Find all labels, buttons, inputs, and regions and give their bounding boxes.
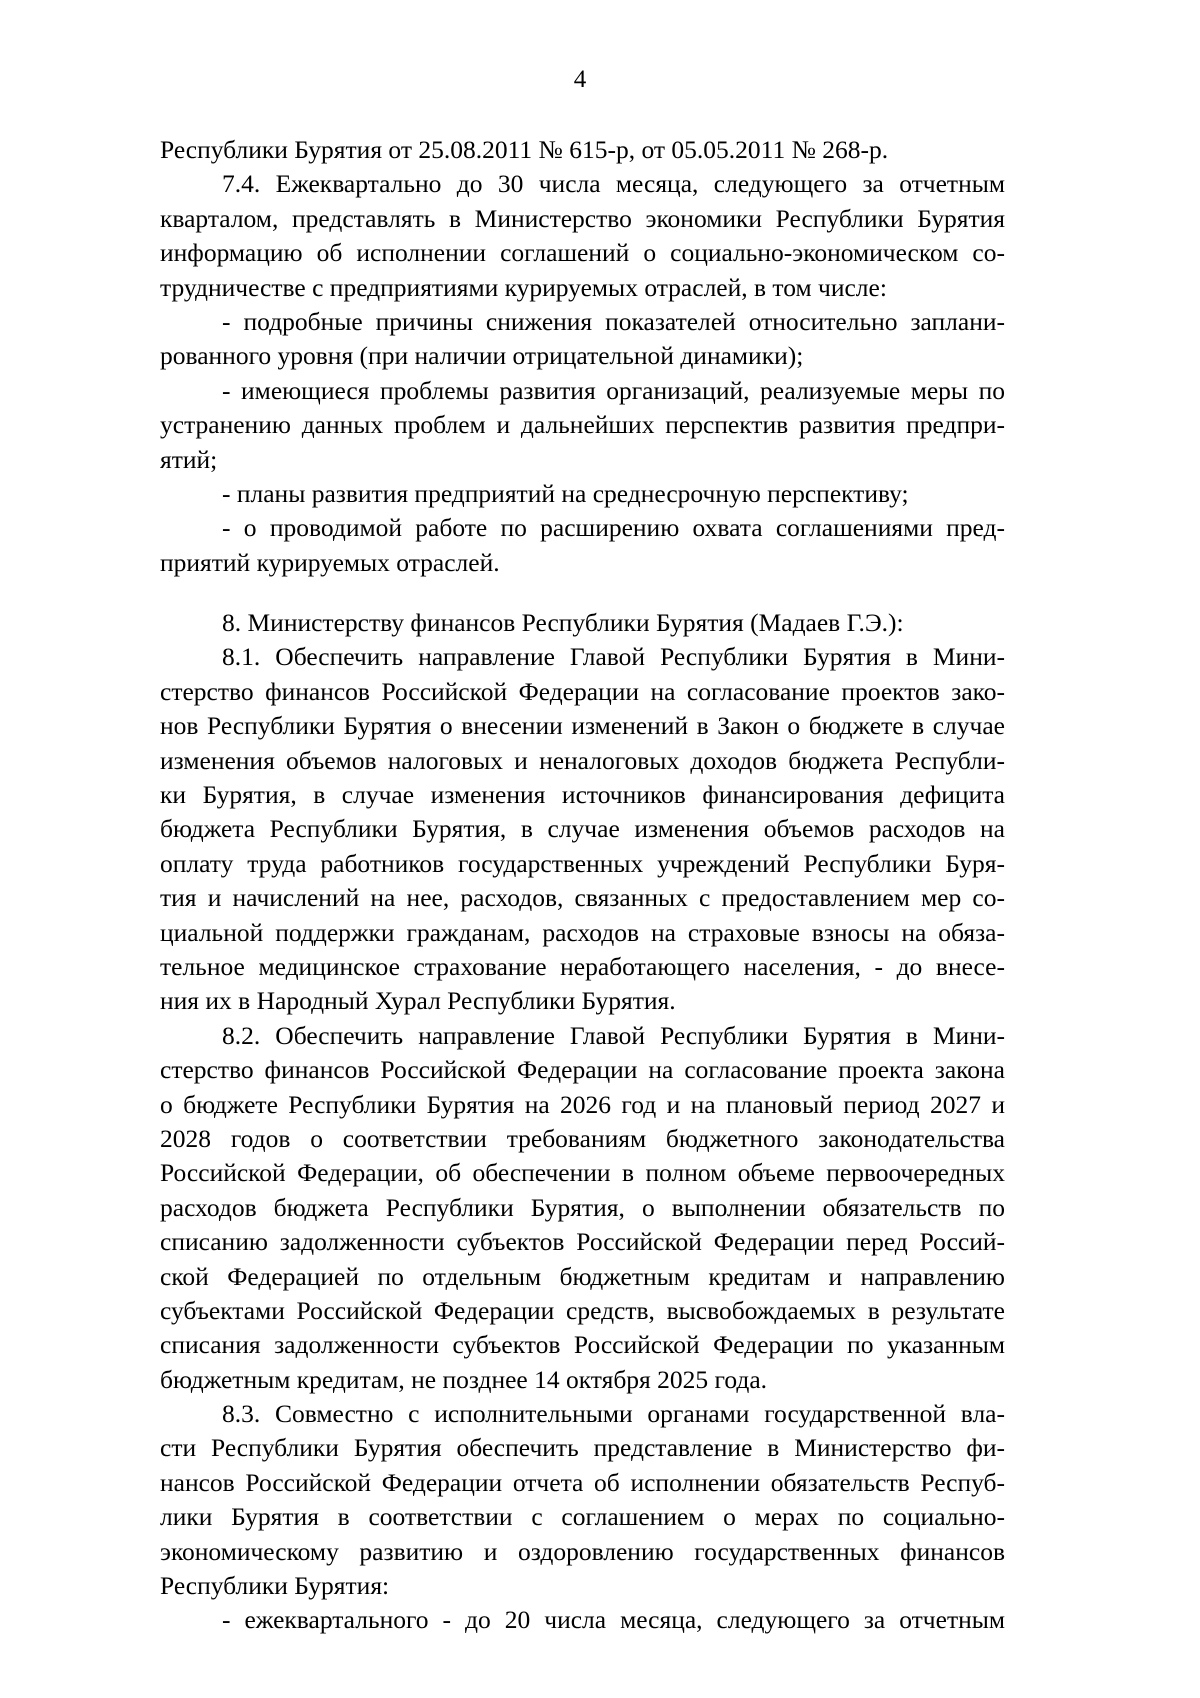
- text-line: информацию об исполнении соглашений о социально-экономическом со-: [160, 238, 1005, 268]
- text-line: - планы развития предприятий на среднесрочную перспективу;: [222, 478, 909, 508]
- page-number: 4: [573, 66, 587, 93]
- text-line: бюджета Республики Бурятия, в случае изменения объемов расходов на: [160, 814, 1005, 844]
- text-line: лики Бурятия в соответствии с соглашением о мерах по социально-: [160, 1502, 1005, 1532]
- text-line: ния их в Народный Хурал Республики Бурятия.: [160, 986, 676, 1016]
- text-line: стерство финансов Российской Федерации на согласование проектов зако-: [160, 676, 1005, 706]
- text-line: ской Федерацией по отдельным бюджетным кредитам и направлению: [160, 1261, 1005, 1291]
- text-line: 7.4. Ежеквартально до 30 числа месяца, следующего за отчетным: [222, 169, 1005, 199]
- text-line: кварталом, представлять в Министерство экономики Республики Бурятия: [160, 203, 1005, 233]
- text-line: сти Республики Бурятия обеспечить представление в Министерство фи-: [160, 1433, 1005, 1463]
- text-line: списанию задолженности субъектов Российской Федерации перед Россий-: [160, 1227, 1005, 1257]
- text-line: ятий;: [160, 444, 218, 474]
- text-line: нов Республики Бурятия о внесении изменений в Закон о бюджете в случае: [160, 711, 1005, 741]
- text-line: Республики Бурятия:: [160, 1571, 390, 1601]
- text-line: - имеющиеся проблемы развития организаций, реализуемые меры по: [222, 375, 1005, 405]
- text-line: - о проводимой работе по расширению охвата соглашениями пред-: [222, 513, 1005, 543]
- text-line: списания задолженности субъектов Российской Федерации по указанным: [160, 1330, 1005, 1360]
- text-line: бюджетным кредитам, не позднее 14 октября 2025 года.: [160, 1364, 768, 1394]
- text-line: - подробные причины снижения показателей относительно заплани-: [222, 306, 1005, 336]
- text-line: нансов Российской Федерации отчета об исполнении обязательств Респуб-: [160, 1467, 1005, 1497]
- text-line: стерство финансов Российской Федерации на согласование проекта закона: [160, 1055, 1005, 1085]
- text-line: 8.3. Совместно с исполнительными органами государственной вла-: [222, 1399, 1005, 1429]
- text-line: циальной поддержки гражданам, расходов на страховые взносы на обяза-: [160, 917, 1005, 947]
- text-line: трудничестве с предприятиями курируемых отраслей, в том числе:: [160, 272, 887, 302]
- text-line: оплату труда работников государственных учреждений Республики Буря-: [160, 848, 1005, 878]
- text-line: тельное медицинское страхование неработающего населения, - до внесе-: [160, 951, 1005, 981]
- text-line: ки Бурятия, в случае изменения источников финансирования дефицита: [160, 780, 1005, 810]
- text-line: Российской Федерации, об обеспечении в полном объеме первоочередных: [160, 1158, 1005, 1188]
- text-line: экономическому развитию и оздоровлению государственных финансов: [160, 1536, 1005, 1566]
- text-line: - ежеквартального - до 20 числа месяца, следующего за отчетным: [222, 1605, 1005, 1635]
- paragraph-gap: [160, 580, 1005, 606]
- text-line: о бюджете Республики Бурятия на 2026 год и на плановый период 2027 и: [160, 1089, 1005, 1119]
- text-line: рованного уровня (при наличии отрицательной динамики);: [160, 341, 804, 371]
- text-line: субъектами Российской Федерации средств, высвобождаемых в результате: [160, 1295, 1005, 1325]
- text-line: 8.2. Обеспечить направление Главой Республики Бурятия в Мини-: [222, 1020, 1005, 1050]
- text-line: устранению данных проблем и дальнейших перспектив развития предпри-: [160, 410, 1005, 440]
- text-line: тия и начислений на нее, расходов, связанных с предоставлением мер со-: [160, 883, 1005, 913]
- text-line: изменения объемов налоговых и неналоговых доходов бюджета Республи-: [160, 745, 1005, 775]
- text-line: расходов бюджета Республики Бурятия, о выполнении обязательств по: [160, 1192, 1005, 1222]
- text-line: 2028 годов о соответствии требованиям бюджетного законодательства: [160, 1123, 1005, 1153]
- text-line: 8. Министерству финансов Республики Бурятия (Мадаев Г.Э.):: [222, 608, 904, 638]
- document-body: [160, 133, 1005, 1638]
- text-line: приятий курируемых отраслей.: [160, 547, 500, 577]
- text-line: 8.1. Обеспечить направление Главой Республики Бурятия в Мини-: [222, 642, 1005, 672]
- text-line: Республики Бурятия от 25.08.2011 № 615-р, от 05.05.2011 № 268-р.: [160, 135, 889, 164]
